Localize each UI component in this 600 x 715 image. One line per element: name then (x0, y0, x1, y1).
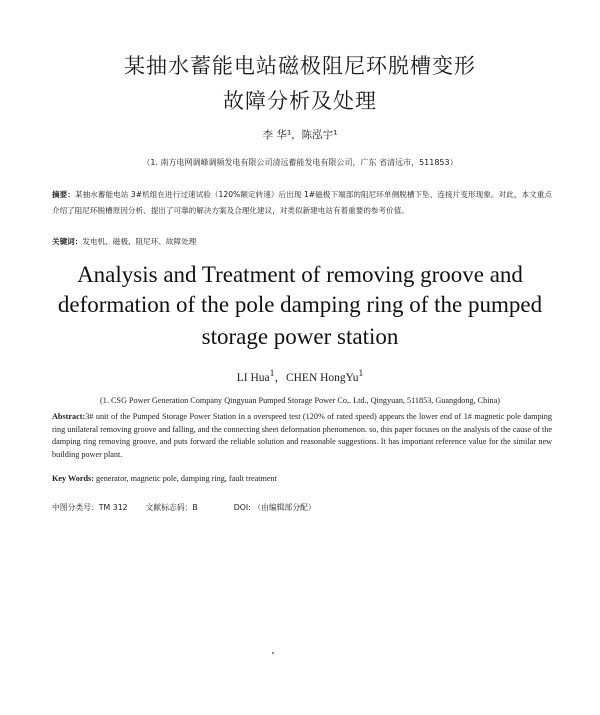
english-keywords-label: Key Words: (52, 474, 94, 483)
chinese-keywords (52, 236, 552, 247)
doi-label: DOI: (233, 503, 251, 512)
chinese-title-line-1: 某抽水蓄能电站磁极阻尼环脱槽变形 (124, 54, 476, 78)
chinese-abstract-label: 摘要： (52, 190, 75, 199)
clc-label: 中图分类号： (52, 503, 99, 512)
english-author-2: CHEN HongYu (285, 371, 359, 384)
chinese-abstract (52, 187, 552, 219)
english-author-1-sup: 1 (269, 368, 275, 379)
english-abstract (52, 411, 552, 461)
chinese-title-line-2: 故障分析及处理 (223, 89, 377, 113)
english-abstract-label: Abstract: (52, 412, 86, 421)
scan-speck (272, 652, 274, 654)
doc-code-label: 文献标志码： (145, 503, 193, 512)
english-authors (0, 368, 600, 385)
english-keywords-text: generator, magnetic pole, damping ring, fault treatment (95, 474, 277, 483)
chinese-keywords-text: 发电机、磁极、阻尼环、故障处理 (82, 237, 197, 246)
classification-line (52, 502, 552, 513)
doc-code-value: B (192, 503, 198, 512)
chinese-abstract-text: 某抽水蓄能电站 3#机组在进行过速试验（120%额定转速）后出现 1#磁极下端部的阻尼环单侧脱槽下坠、连接片变形现象。对此，本文重点介绍了阻尼环脱槽原因分析、提出了可靠的解决方案及合理化建议，对类似新建电站有着重要的参考价值。 (52, 190, 553, 215)
english-title-line-3: storage power station (201, 324, 399, 349)
clc-value: TM 312 (98, 503, 128, 512)
english-abstract-text: 3# unit of the Pumped Storage Power Station in a overspeed test (120% of rated speed) appears the lower end of 1# magnetic pole damping ring unilateral removing groove and falling, and the connecting sheet deformation phenomenon. so, this paper focuses on the analysis of the cause of the damping ring removing groove, and puts forward the reliable solution and reasonable suggestions. It has important reference value for the similar new building power plant. (52, 412, 552, 459)
english-author-1: LI Hua (236, 371, 270, 384)
english-author-2-sup: 1 (358, 368, 364, 379)
doi-value: （由编辑部分配） (253, 503, 316, 512)
chinese-keywords-label: 关键词： (52, 237, 83, 246)
chinese-authors: 李 华¹，陈泓宇¹ (262, 129, 338, 141)
english-affiliation: (1. CSG Power Generation Company Qingyuan Pumped Storage Power Co,. Ltd., Qingyuan, 511853, Guangdong, China) (100, 396, 500, 405)
english-keywords (52, 474, 552, 483)
english-title-line-2: deformation of the pole damping ring of the pumped (57, 292, 543, 317)
english-title-line-1: Analysis and Treatment of removing groove and (77, 262, 523, 287)
chinese-affiliation: （1. 南方电网调峰调频发电有限公司清远蓄能发电有限公司，广东 省清远市，511853） (142, 158, 458, 167)
english-author-separator: ， (274, 371, 286, 384)
